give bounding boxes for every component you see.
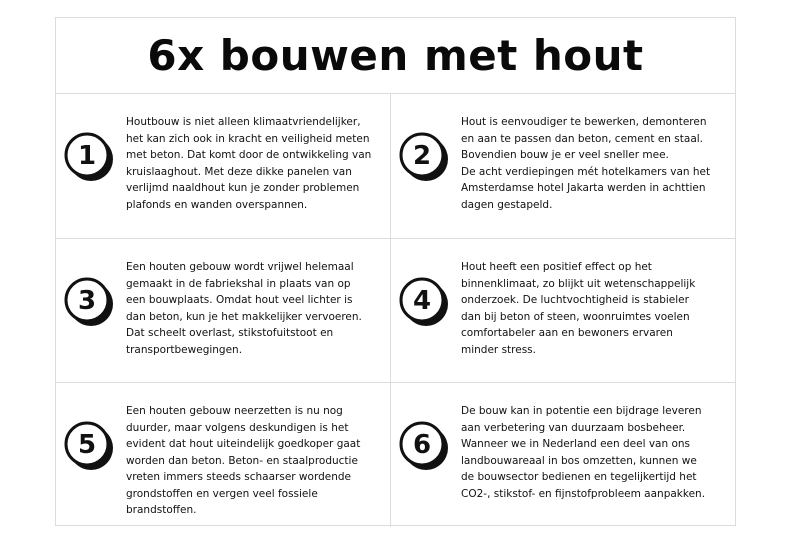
infographic-sheet — [55, 17, 736, 526]
fact-cell-5 — [56, 383, 390, 527]
number-badge-1 — [63, 131, 115, 183]
fact-cell-3 — [56, 239, 390, 383]
number-badge-icon — [63, 131, 115, 183]
number-badge-2 — [398, 131, 450, 183]
fact-cell-6 — [391, 383, 725, 527]
fact-text: Hout heeft een positief effect op het binnenklimaat, zo blijkt uit wetenschappelijk onderzoek. De luchtvochtigheid is stabieler dan bij beton of steen, woonruimtes voelen comfortabeler aan en bewoners ervaren minder stress. — [461, 261, 696, 356]
fact-cell-2 — [391, 94, 725, 238]
badge-number: 3 — [77, 286, 97, 316]
fact-cell-4 — [391, 239, 725, 383]
fact-text: Een houten gebouw neerzetten is nu nog duurder, maar volgens deskundigen is het evident dat hout uiteindelijk goedkoper gaat worden dan beton. Beton- en staalproductie vreten immers steeds schaarser wordende grondstoffen en vergen veel fossiele brandstoffen. — [126, 405, 361, 516]
number-badge-icon — [63, 276, 115, 328]
number-badge-4 — [398, 276, 450, 328]
fact-cell-1 — [56, 94, 390, 238]
badge-number: 1 — [77, 141, 97, 171]
fact-text: De bouw kan in potentie een bijdrage leveren aan verbetering van duurzaam bosbeheer. Wanneer we in Nederland een deel van ons landbouwareaal in bos omzetten, kunnen we de bouwsector bedienen en tegelijkertijd het CO2-, stikstof- en fijnstofprobleem aanpakken. — [461, 405, 706, 500]
badge-number: 5 — [77, 430, 97, 460]
number-badge-icon — [398, 420, 450, 472]
page-title: 6x bouwen met hout — [56, 18, 735, 94]
badge-number: 2 — [412, 141, 432, 171]
number-badge-icon — [63, 420, 115, 472]
fact-text: Hout is eenvoudiger te bewerken, demonteren en aan te passen dan beton, cement en staal. Bovendien bouw je er veel sneller mee. De acht verdiepingen mét hotelkamers van het Amsterdamse hotel Jakarta werden in achttien dagen gestapeld. — [461, 116, 711, 211]
number-badge-icon — [398, 131, 450, 183]
number-badge-6 — [398, 420, 450, 472]
number-badge-icon — [398, 276, 450, 328]
badge-number: 6 — [412, 430, 432, 460]
fact-text: Een houten gebouw wordt vrijwel helemaal gemaakt in de fabriekshal in plaats van op een bouwplaats. Omdat hout veel lichter is dan beton, kun je het makkelijker vervoeren. Dat scheelt overlast, stikstofuitstoot en transportbewegingen. — [126, 261, 362, 356]
badge-number: 4 — [412, 286, 432, 316]
number-badge-5 — [63, 420, 115, 472]
number-badge-3 — [63, 276, 115, 328]
fact-text: Houtbouw is niet alleen klimaatvriendelijker, het kan zich ook in kracht en veiligheid meten met beton. Dat komt door de ontwikkeling van kruislaaghout. Met deze dikke panelen van verlijmd naaldhout kun je zonder problemen plafonds en wanden overspannen. — [126, 116, 372, 211]
